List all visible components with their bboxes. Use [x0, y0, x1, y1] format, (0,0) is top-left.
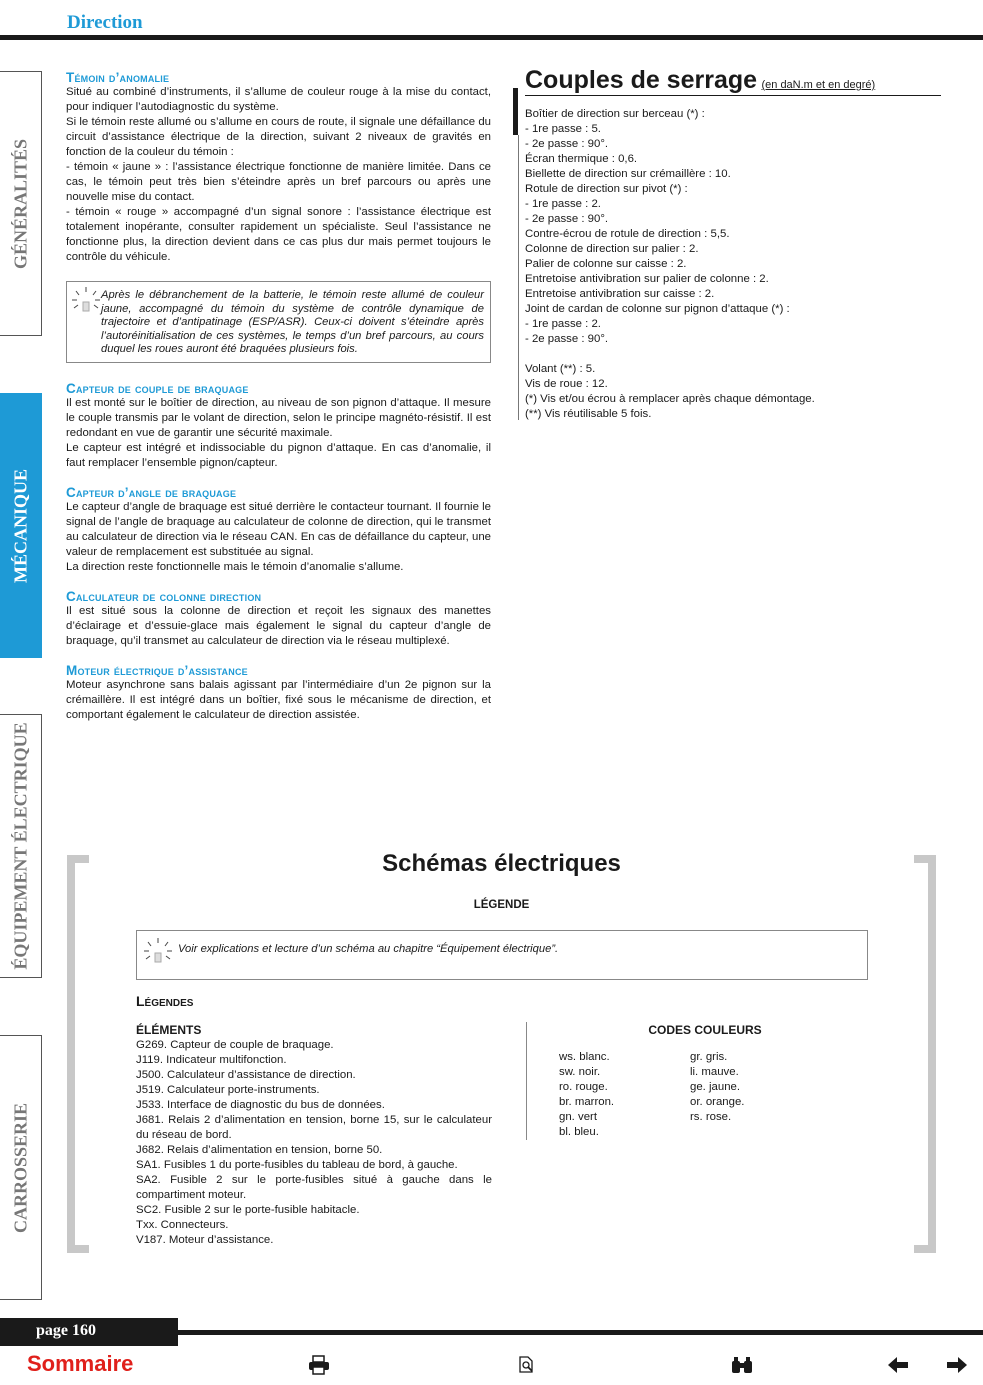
couples-line: Rotule de direction sur pivot (*) : [525, 183, 688, 195]
tab-label: ÉQUIPEMENT ÉLECTRIQUE [10, 722, 30, 970]
color-code: ge. jaune. [690, 1081, 741, 1093]
schema-note-text: Voir explications et lecture d’un schéma au chapitre “Équipement électrique”. [178, 943, 559, 955]
codes-heading: CODES COULEURS [648, 1023, 762, 1037]
binoculars-icon[interactable] [730, 1355, 754, 1375]
legend-divider [526, 1022, 527, 1140]
tab-label: MÉCANIQUE [10, 468, 30, 583]
element-item: SC2. Fusible 2 sur le porte-fusible habitacle. [136, 1204, 360, 1216]
couples-subtitle: (en daN.m et en degré) [761, 79, 876, 91]
couples-line: Vis de roue : 12. [525, 378, 608, 390]
couples-line: Entretoise antivibration sur palier de colonne : 2. [525, 273, 769, 285]
element-item: J681. Relais 2 d’alimentation en tension, borne 15, sur le calculateur du réseau de bord. [136, 1114, 492, 1141]
color-code: sw. noir. [559, 1066, 601, 1078]
page-number: page 160 [36, 1322, 96, 1339]
heading-moteur: Moteur électrique d’assistance [66, 663, 248, 678]
arrow-left-icon[interactable] [888, 1357, 908, 1373]
heading-capteur-angle: Capteur d’angle de braquage [66, 485, 237, 500]
color-code: br. marron. [559, 1096, 615, 1108]
printer-icon[interactable] [308, 1355, 330, 1375]
element-item: Txx. Connecteurs. [136, 1219, 229, 1231]
color-code: ws. blanc. [559, 1051, 610, 1063]
bracket-right [914, 855, 936, 1253]
couples-side-rule [518, 135, 519, 420]
heading-temoin: Témoin d’anomalie [66, 70, 170, 85]
color-code: ro. rouge. [559, 1081, 608, 1093]
color-code: li. mauve. [690, 1066, 739, 1078]
schema-note-box [136, 930, 868, 980]
page-number-box [0, 1318, 178, 1346]
element-item: J533. Interface de diagnostic du bus de données. [136, 1099, 385, 1111]
schemas-title: Schémas électriques [382, 850, 621, 877]
note-text: Après le débranchement de la batterie, le témoin reste allumé de couleur jaune, accompagné du témoin du système de contrôle dynamique de trajectoire et d’antipatinage (ESP/ASR). Ceux-ci doivent s’éteindre après l’autoréinitialisation de ces systèmes, le temps d’un bref parcours, au cours duquel les roues auront été braquées plusieurs fois. [101, 289, 484, 355]
element-item: G269. Capteur de couple de braquage. [136, 1039, 334, 1051]
codes-block [540, 1023, 870, 1138]
couples-line: Joint de cardan de colonne sur pignon d’attaque (*) : [525, 303, 790, 315]
header-rule [0, 35, 983, 40]
element-item: SA2. Fusible 2 sur le porte-fusibles situé à gauche dans le compartiment moteur. [136, 1174, 492, 1201]
couples-line: - 1re passe : 5. [525, 123, 601, 135]
couples-bar [513, 88, 518, 135]
heading-calculateur: Calculateur de colonne direction [66, 589, 262, 604]
couples-line: Colonne de direction sur palier : 2. [525, 243, 699, 255]
couples-line: - 2e passe : 90°. [525, 213, 609, 225]
couples-title: Couples de serrage [525, 66, 758, 94]
sommaire-link[interactable]: Sommaire [27, 1351, 134, 1376]
tab-label: CARROSSERIE [10, 1102, 30, 1233]
text-temoin: Situé au combiné d’instruments, il s’allume de couleur rouge à la mise du contact, pour indiquer l’autodiagnostic du système. Si le témoin reste allumé ou s’allume en cours de route, il signale une défaillance du circuit d’assistance électrique de la direction, suivant 2 niveaux de gravités en fonction de la couleur du témoin : - témoin « jaune » : l’assistance électrique fonctionne de manière limitée. Dans ce cas, le témoin peut très bien s’éteindre après un bref parcours ou après une nouvelle mise du contact. - témoin « rouge » accompagné d’un signal sonore : l’assistance électrique est totalement inopérante, consulter rapidement un spécialiste. Seul l’assistance ne fonctionne plus, la direction devient dans ce cas plus dur mais permet toujours le contrôle du véhicule. [66, 86, 491, 263]
elements-list [136, 1038, 492, 1248]
couples-line: - 1re passe : 2. [525, 318, 601, 330]
element-item: J682. Relais d’alimentation en tension, borne 50. [136, 1144, 383, 1156]
section-title: Direction [67, 12, 143, 33]
color-code: or. orange. [690, 1096, 745, 1108]
couples-list [525, 107, 945, 422]
couples-line: Palier de colonne sur caisse : 2. [525, 258, 687, 270]
color-code: gr. gris. [690, 1051, 728, 1063]
elements-block [136, 1023, 492, 1248]
tab-label: GÉNÉRALITÉS [10, 138, 30, 269]
couples-line: (**) Vis réutilisable 5 fois. [525, 408, 652, 420]
codes-right-list [690, 1050, 744, 1125]
couples-line: - 1re passe : 2. [525, 198, 601, 210]
zoom-page-icon[interactable] [518, 1356, 536, 1374]
couples-line: (*) Vis et/ou écrou à remplacer après chaque démontage. [525, 393, 815, 405]
element-item: J119. Indicateur multifonction. [136, 1054, 287, 1066]
couples-line: Volant (**) : 5. [525, 363, 596, 375]
couples-header [525, 66, 941, 96]
tab-equipement-electrique[interactable] [0, 714, 42, 978]
codes-left-list [559, 1050, 614, 1140]
element-item: V187. Moteur d’assistance. [136, 1234, 274, 1246]
couples-line: Biellette de direction sur crémaillère : 10. [525, 168, 731, 180]
arrow-right-icon[interactable] [947, 1357, 967, 1373]
couples-line: Écran thermique : 0,6. [525, 153, 638, 165]
text-capteur-couple: Il est monté sur le boîtier de direction, au niveau de son pignon d’attaque. Il mesure le couple transmis par le volant de direction, selon le principe magnéto-résistif. Il est redondant en vue de garantir une sécurité maximale. Le capteur est intégré et indissociable du pignon d’attaque. En cas d’anomalie, il faut remplacer l’ensemble pignon/capteur. [66, 397, 491, 469]
tab-generalites[interactable] [0, 71, 42, 336]
color-code: rs. rose. [690, 1111, 732, 1123]
couples-line: Entretoise antivibration sur caisse : 2. [525, 288, 715, 300]
couples-line: Contre-écrou de rotule de direction : 5,5. [525, 228, 730, 240]
color-code: bl. bleu. [559, 1126, 599, 1138]
element-item: J500. Calculateur d’assistance de direction. [136, 1069, 356, 1081]
lightbulb-icon [143, 937, 173, 971]
legendes-heading: Légendes [136, 993, 194, 1009]
heading-capteur-couple: Capteur de couple de braquage [66, 381, 249, 396]
text-moteur: Moteur asynchrone sans balais agissant par l’intermédiaire d’un 2e pignon sur la crémaillère. Il est intégré dans un boîtier, fixé sous le mécanisme de direction, et comportant également le calculateur de direction assistée. [66, 679, 491, 721]
element-item: J519. Calculateur porte-instruments. [136, 1084, 320, 1096]
text-capteur-angle: Le capteur d’angle de braquage est situé derrière le contacteur tournant. Il fournie le signal de l’angle de braquage au calculateur de colonne de direction, qui le transmet au calculateur de direction via le réseau CAN. En cas de défaillance du capteur, une valeur de remplacement est substituée au signal. La direction reste fonctionnelle mais le témoin d’anomalie s’allume. [66, 501, 491, 573]
couples-line: - 2e passe : 90°. [525, 333, 609, 345]
text-calculateur: Il est situé sous la colonne de direction et reçoit les signaux des manettes d’éclairage et d’essuie-glace mais également le signal du capteur d’angle de braquage, qu’il transmet au calculateur de direction via le réseau multiplexé. [66, 605, 491, 647]
tab-carrosserie[interactable] [0, 1035, 42, 1300]
couples-line: - 2e passe : 90°. [525, 138, 609, 150]
couples-line: Boîtier de direction sur berceau (*) : [525, 108, 705, 120]
element-item: SA1. Fusibles 1 du porte-fusibles du tableau de bord, à gauche. [136, 1159, 458, 1171]
bracket-left [67, 855, 89, 1253]
left-column [66, 70, 491, 723]
legende-label: LÉGENDE [473, 899, 530, 911]
elements-heading: ÉLÉMENTS [136, 1023, 202, 1037]
lightbulb-icon [71, 286, 101, 320]
color-code: gn. vert [559, 1111, 597, 1123]
tab-mecanique[interactable] [0, 393, 42, 658]
couples-line [525, 347, 945, 362]
note-box [66, 281, 491, 363]
